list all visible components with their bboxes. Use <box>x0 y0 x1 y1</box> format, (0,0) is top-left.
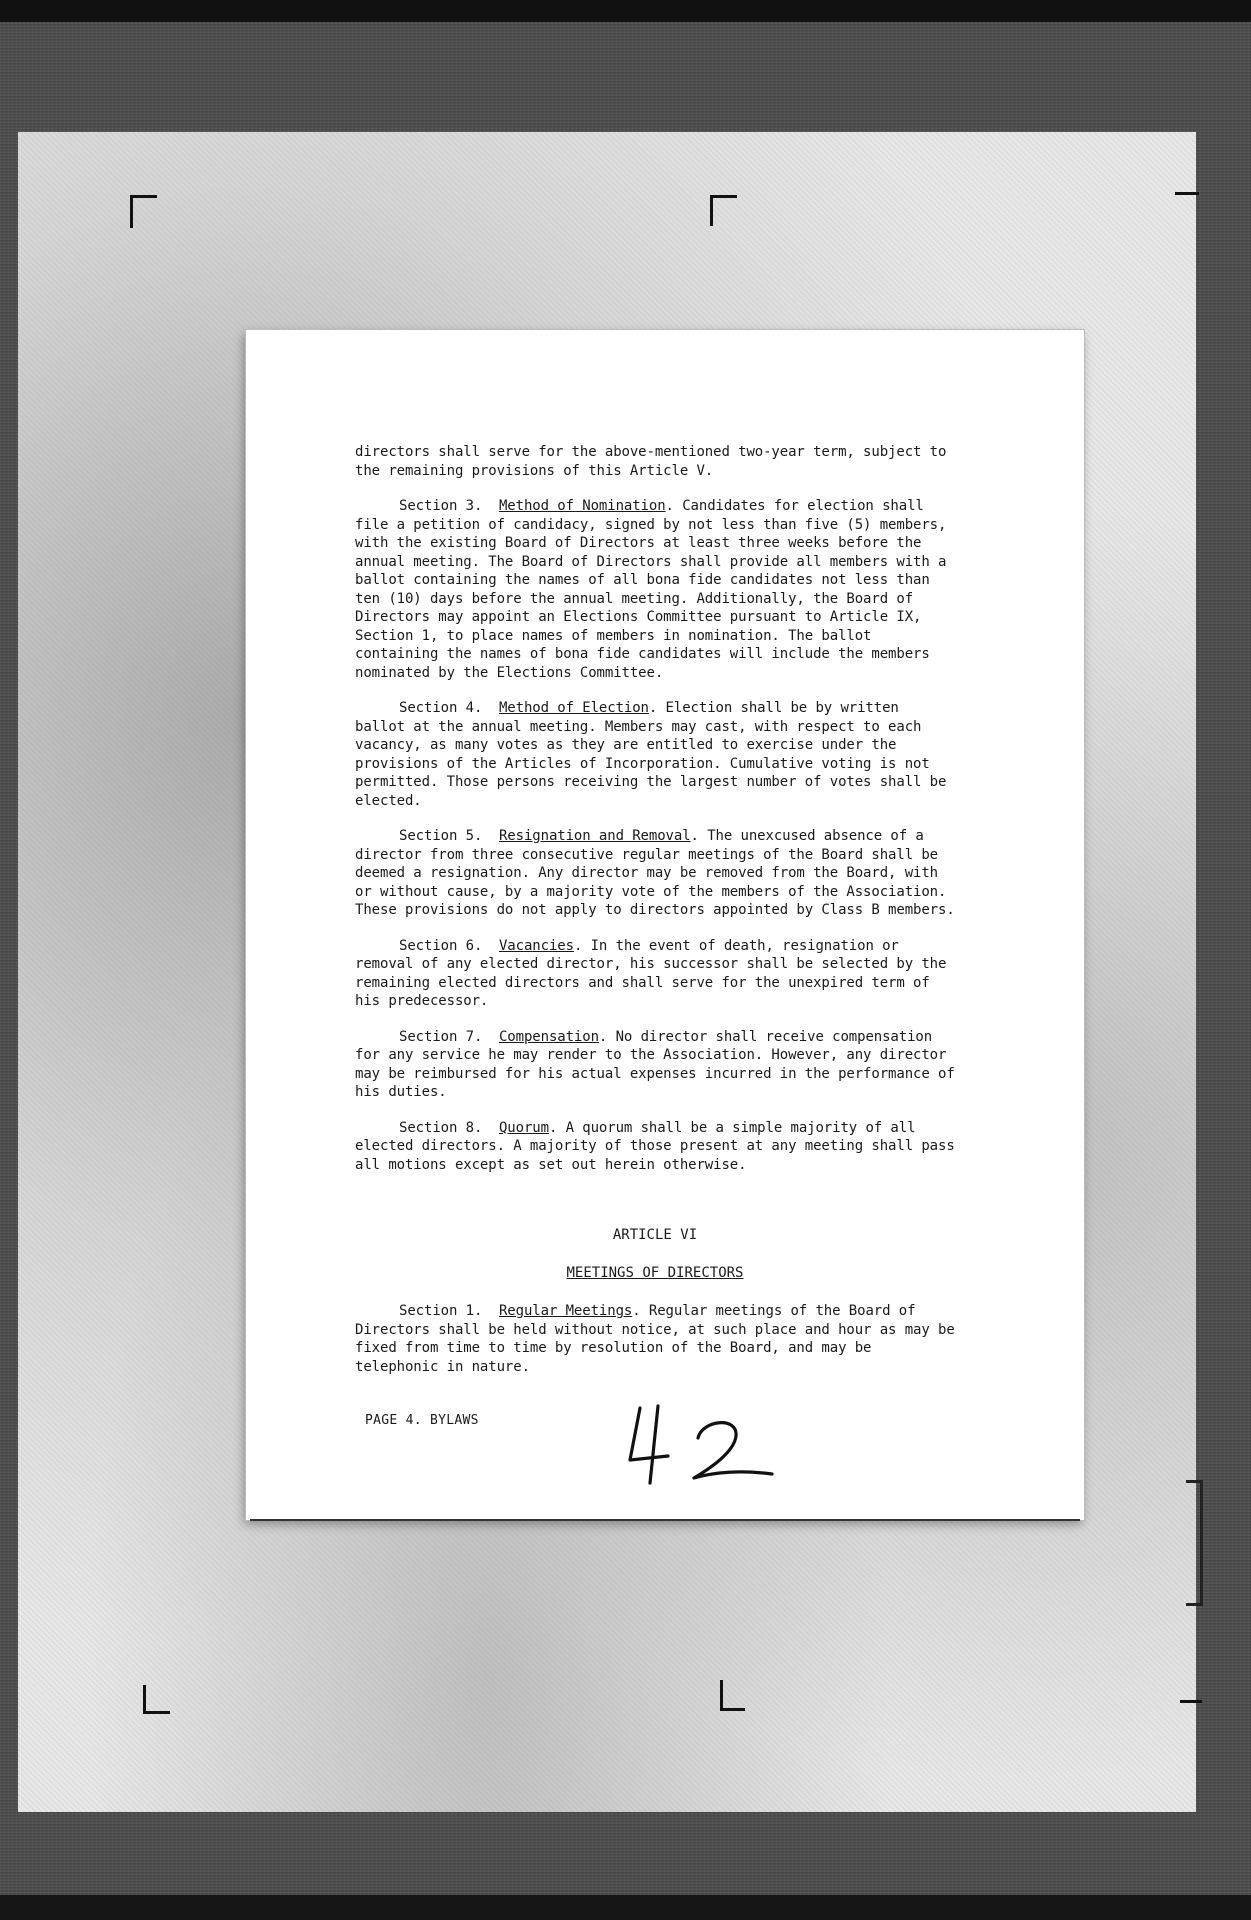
body-text <box>355 443 955 1191</box>
section-7-body: . No director shall receive compensation for any service he may render to the Association. However, any director may be reimbursed for his actual expenses incurred in the performance of his duties. <box>355 1028 955 1100</box>
crop-mark-top-left <box>130 195 157 228</box>
article-heading: ARTICLE VI <box>612 1227 698 1243</box>
section-6 <box>355 937 955 1011</box>
crop-mark-bottom-center <box>720 1680 745 1711</box>
article-subheading-wrap <box>355 1265 955 1281</box>
section-4-label: Section 4. <box>399 700 483 716</box>
section-8-body: . A quorum shall be a simple majority of all elected directors. A majority of those present at any meeting shall pass all motions except as set out herein otherwise. <box>355 1119 955 1173</box>
page-footer: PAGE 4. BYLAWS <box>365 1413 479 1428</box>
section-5-label: Section 5. <box>399 828 483 844</box>
handwritten-page-number <box>610 1398 790 1488</box>
section-8 <box>355 1119 955 1175</box>
crop-mark-bottom-right <box>1180 1700 1202 1706</box>
section-5-title: Resignation and Removal <box>498 828 691 844</box>
section-3-body: . Candidates for election shall file a petition of candidacy, signed by not less than five (5) members, with the existing Board of Directors at least three weeks before the annual meeting. The Board of Directors shall provide all members with a ballot containing the names of all bona fide candidates not less than ten (10) days before the annual meeting. Additionally, the Board of Directors may appoint an Elections Committee pursuant to Article IX, Section 1, to place names of members in nomination. The ballot containing the names of bona fide candidates will include the members nominated by the Elections Committee. <box>355 498 947 681</box>
article-section-1 <box>355 1302 955 1376</box>
section-8-label: Section 8. <box>399 1119 483 1136</box>
section-8-title: Quorum <box>498 1119 549 1136</box>
crop-mark-bottom-left <box>143 1685 170 1714</box>
article-body <box>355 1302 955 1393</box>
section-4-title: Method of Election <box>498 700 649 716</box>
section-5 <box>355 827 955 920</box>
section-6-title: Vacancies <box>498 937 574 954</box>
binder-clip-mark <box>1186 1480 1203 1606</box>
paragraph-intro: directors shall serve for the above-mentioned two-year term, subject to the remaining provisions of this Article V. <box>355 444 947 479</box>
section-6-body: . In the event of death, resignation or removal of any elected director, his successor shall be selected by the remaining elected directors and shall serve for the unexpired term of his predecessor. <box>355 937 947 1009</box>
page-edge-line <box>250 1519 1080 1521</box>
article-section-1-body: . Regular meetings of the Board of Directors shall be held without notice, at such place and hour as may be fixed from time to time by resolution of the Board, and may be telephonic in nature. <box>355 1303 955 1375</box>
article-section-1-title: Regular Meetings <box>498 1303 633 1319</box>
scan-top-edge <box>0 0 1251 22</box>
section-3-label: Section 3. <box>399 498 483 514</box>
article-section-1-label: Section 1. <box>399 1303 483 1319</box>
section-7-label: Section 7. <box>399 1028 483 1045</box>
section-7-title: Compensation <box>498 1028 599 1045</box>
crop-mark-top-center <box>710 195 737 226</box>
crop-mark-top-right <box>1175 192 1199 198</box>
section-7 <box>355 1028 955 1102</box>
section-6-label: Section 6. <box>399 937 483 954</box>
section-3 <box>355 497 955 682</box>
section-3-title: Method of Nomination <box>498 498 666 514</box>
article-subheading: MEETINGS OF DIRECTORS <box>566 1265 744 1281</box>
section-4 <box>355 699 955 810</box>
section-4-body: . Election shall be by written ballot at the annual meeting. Members may cast, with respect to each vacancy, as many votes as they are entitled to exercise under the provisions of the Articles of Incorporation. Cumulative voting is not permitted. Those persons receiving the largest number of votes shall be elected. <box>355 700 947 809</box>
section-5-body: . The unexcused absence of a director from three consecutive regular meetings of the Board shall be deemed a resignation. Any director may be removed from the Board, with or without cause, by a majority vote of the members of the Association. These provisions do not apply to directors appointed by Class B members. <box>355 828 955 918</box>
scan-bottom-edge <box>0 1895 1251 1920</box>
